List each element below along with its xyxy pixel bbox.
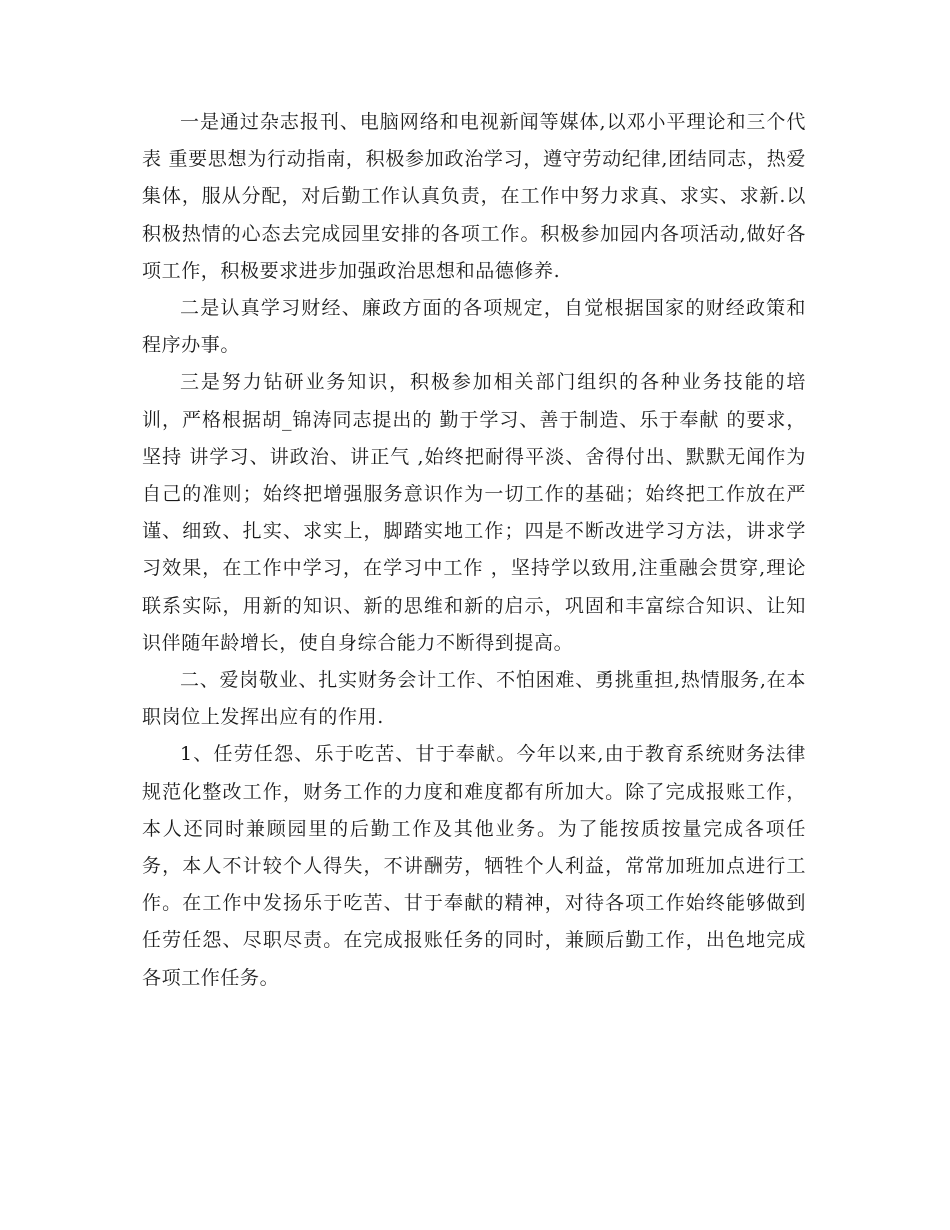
paragraph-2: 二是认真学习财经、廉政方面的各项规定，自觉根据国家的财经政策和程序办事。: [142, 297, 806, 357]
paragraph-1: 一是通过杂志报刊、电脑网络和电视新闻等媒体,以邓小平理论和三个代表 重要思想为行动指南，积极参加政治学习，遵守劳动纪律,团结同志，热爱集体，服从分配，对后勤工作认真负责，在工作中努力求真、求实、求新.以积极热情的心态去完成园里安排的各项工作。积极参加园内各项活动,做好各项工作，积极要求进步加强政治思想和品德修养.: [142, 111, 806, 282]
document-body: [142, 104, 806, 997]
paragraph-4: 二、爱岗敬业、扎实财务会计工作、不怕困难、勇挑重担,热情服务,在本职岗位上发挥出应有的作用.: [142, 669, 806, 729]
paragraph-5: 1、任劳任怨、乐于吃苦、甘于奉献。今年以来,由于教育系统财务法律规范化整改工作，财务工作的力度和难度都有所加大。除了完成报账工作，本人还同时兼顾园里的后勤工作及其他业务。为了能按质按量完成各项任务，本人不计较个人得失，不讲酬劳，牺牲个人利益，常常加班加点进行工作。在工作中发扬乐于吃苦、甘于奉献的精神，对待各项工作始终能够做到任劳任怨、尽职尽责。在完成报账任务的同时，兼顾后勤工作，出色地完成各项工作任务。: [142, 743, 806, 989]
paragraph-3: 三是努力钻研业务知识，积极参加相关部门组织的各种业务技能的培训，严格根据胡_锦涛同志提出的 勤于学习、善于制造、乐于奉献 的要求，坚持 讲学习、讲政治、讲正气 ,始终把耐得平淡、舍得付出、默默无闻作为自己的准则；始终把增强服务意识作为一切工作的基础；始终把工作放在严谨、细致、扎实、求实上，脚踏实地工作；四是不断改进学习方法，讲求学习效果，在工作中学习，在学习中工作 ，坚持学以致用,注重融会贯穿,理论联系实际，用新的知识、新的思维和新的启示，巩固和丰富综合知识、让知识伴随年龄增长，使自身综合能力不断得到提高。: [142, 371, 806, 654]
